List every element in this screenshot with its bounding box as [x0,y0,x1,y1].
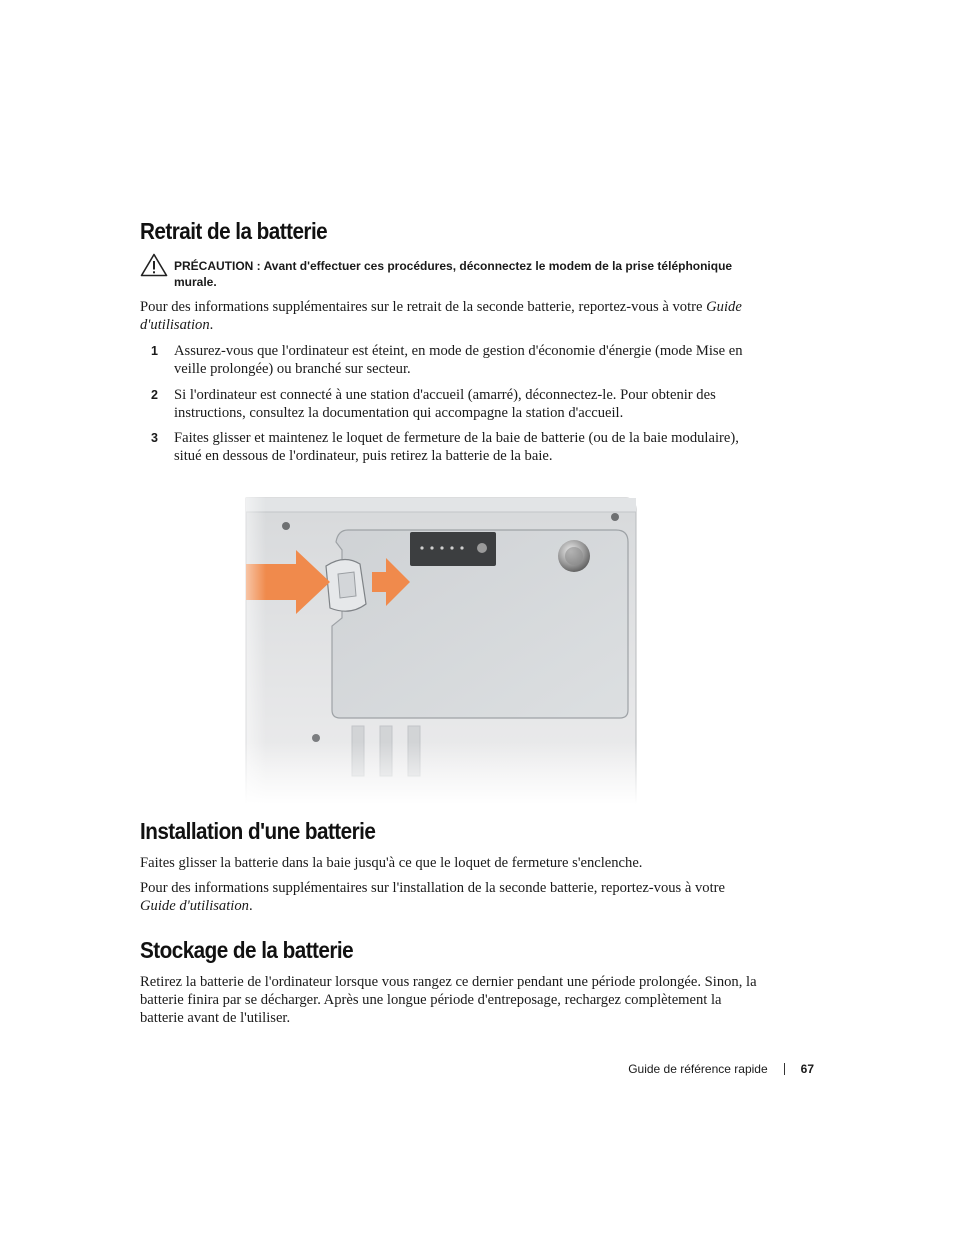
guide-reference: Guide d'utilisation [140,299,742,333]
page-number: 67 [800,1062,814,1076]
warning-icon [140,253,168,277]
install-text: Faites glisser la batterie dans la baie jusqu'à ce que le loquet de fermeture s'enclenche. [140,855,643,871]
guide-reference: Guide d'utilisation [140,898,249,914]
footer-divider [784,1063,785,1075]
step-number: 2 [151,388,158,402]
battery-removal-illustration [226,492,646,804]
removal-intro-text: Pour des informations supplémentaires sur le retrait de la seconde batterie, reportez-vous à votre [140,299,707,315]
step-number: 1 [151,344,158,358]
caution-text [174,258,764,290]
caution-body: Avant d'effectuer ces procédures, déconnectez le modem de la prise téléphonique murale. [174,259,733,289]
step-number: 3 [151,431,158,445]
removal-intro [140,298,760,334]
storage-text: Retirez la batterie de l'ordinateur lorsque vous rangez ce dernier pendant une période prolongée. Sinon, la batterie finira par se décharger. Après une longue période d'entreposage, rechargez complètement la batterie avant de l'utiliser. [140,974,757,1026]
step-text: Si l'ordinateur est connecté à une station d'accueil (amarré), déconnectez-le. Pour obtenir des instructions, consultez la documentation qui accompagne la station d'accueil. [174,387,716,421]
caution-label: PRÉCAUTION : [174,259,261,273]
removal-intro-end: . [209,317,214,333]
install-info-text: Pour des informations supplémentaires sur l'installation de la seconde batterie, reportez-vous à votre [140,880,725,896]
page-footer [628,1062,814,1076]
install-info-end: . [248,898,253,914]
install-info [140,879,760,915]
section-title-storage: Stockage de la batterie [140,937,354,963]
step-text: Faites glisser et maintenez le loquet de fermeture de la baie de batterie (ou de la baie modulaire), situé en dessous de l'ordinateur, puis retirez la batterie de la baie. [174,430,739,464]
footer-guide-title: Guide de référence rapide [628,1062,768,1076]
section-title-install: Installation d'une batterie [140,818,376,844]
section-title-removal: Retrait de la batterie [140,218,328,244]
step-text: Assurez-vous que l'ordinateur est éteint, en mode de gestion d'économie d'énergie (mode Mise en veille prolongée) ou branché sur secteur. [174,343,743,377]
